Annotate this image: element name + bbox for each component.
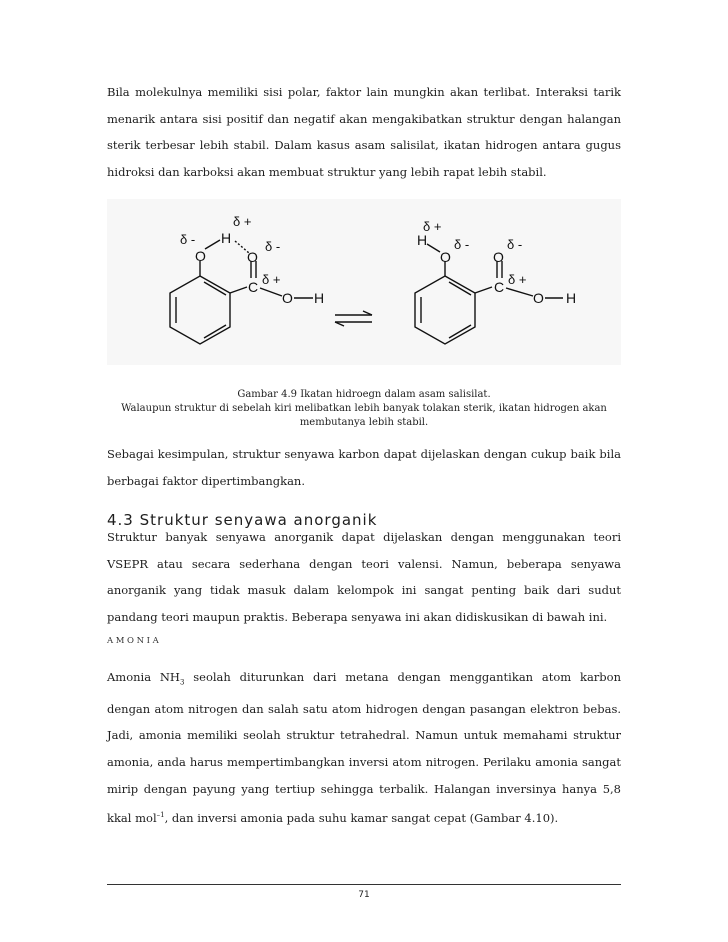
right-hydrogen-label: H bbox=[417, 232, 428, 248]
right-acid-hydrogen: H bbox=[566, 290, 577, 306]
left-acid-hydrogen: H bbox=[314, 290, 325, 306]
figure-caption-body: Walaupun struktur di sebelah kiri melibatkan lebih banyak tolakan sterik, ikatan hidrogen akan membutanya lebih stabil. bbox=[121, 403, 607, 428]
right-c-o-single-bond bbox=[506, 288, 533, 296]
right-delta-plus-h: δ + bbox=[423, 219, 442, 234]
subheading-amonia: AMONIA bbox=[107, 636, 162, 646]
mol-superscript: –1 bbox=[156, 811, 165, 820]
left-carbonyl-oxygen: O bbox=[247, 249, 258, 265]
amonia-text-part-2: seolah diturunkan dari metana dengan menggantikan atom karbon dengan atom nitrogen dan salah satu atom hidrogen dengan pasangan elektron bebas. Jadi, amonia memiliki seolah struktur tetrahedral. Namun untuk memahami struktur amonia, anda harus mempertimbangkan inversi atom nitrogen. Perilaku amonia sangat mirip dengan payung yang tertiup sehingga terbalik. Halangan inversinya hanya 5,8 kkal mol bbox=[107, 670, 621, 826]
paragraph-salicylic-intro: Bila molekulnya memiliki sisi polar, faktor lain mungkin akan terlibat. Interaksi tarik menarik antara sisi positif dan negatif akan mengakibatkan struktur dengan halangan sterik terbesar lebih stabil. Dalam kasus asam salisilat, ikatan hidrogen antara gugus hidroksi dan karboksi akan membuat struktur yang lebih rapat lebih stabil. bbox=[107, 85, 621, 179]
left-benzene-ring bbox=[170, 276, 230, 344]
left-ring-carboxyl-bond bbox=[230, 287, 247, 293]
left-delta-minus-oh: δ - bbox=[180, 232, 196, 247]
right-delta-minus-carbonyl: δ - bbox=[507, 237, 523, 252]
amonia-text-part-1: Amonia NH bbox=[107, 670, 180, 684]
left-o-h-bond bbox=[205, 240, 220, 249]
paragraph-inorganic-intro: Struktur banyak senyawa anorganik dapat dijelaskan dengan menggunakan teori VSEPR atau secara sederhana dengan teori valensi. Namun, beberapa senyawa anorganik yang tidak masuk dalam kelompok ini sangat penting baik dari sudut pandang teori maupun praktis. Beberapa senyawa ini akan didiskusikan di bawah ini. bbox=[107, 530, 621, 624]
right-benzene-ring bbox=[415, 276, 475, 344]
amonia-text-part-3: , dan inversi amonia pada suhu kamar sangat cepat (Gambar 4.10). bbox=[164, 811, 559, 826]
left-oxygen-label: O bbox=[282, 290, 293, 306]
right-ring-carboxyl-bond bbox=[475, 287, 492, 293]
right-oxygen-label: O bbox=[533, 290, 544, 306]
figure-caption-title: Gambar 4.9 Ikatan hidroegn dalam asam salisilat. bbox=[237, 389, 491, 400]
right-hydroxyl-oxygen: O bbox=[440, 249, 451, 265]
nh3-subscript: 3 bbox=[179, 678, 185, 687]
salicylic-acid-hydrogen-bond-figure bbox=[107, 199, 621, 365]
paragraph-amonia bbox=[107, 664, 621, 832]
right-delta-plus-carbon: δ + bbox=[508, 272, 527, 287]
right-carbon-label: C bbox=[494, 279, 505, 295]
footer-divider bbox=[107, 884, 621, 885]
left-hydrogen-label: H bbox=[221, 230, 232, 246]
left-delta-plus-h: δ + bbox=[233, 214, 252, 229]
left-hydroxyl-oxygen: O bbox=[195, 248, 206, 264]
right-delta-minus-oh: δ - bbox=[454, 237, 470, 252]
left-carbon-label: C bbox=[248, 279, 259, 295]
left-c-o-single-bond bbox=[260, 288, 282, 296]
left-delta-minus-carbonyl: δ - bbox=[265, 239, 281, 254]
right-carbonyl-oxygen: O bbox=[493, 249, 504, 265]
right-o-h-bond bbox=[427, 244, 440, 252]
section-heading: 4.3 Struktur senyawa anorganik bbox=[107, 511, 378, 529]
salicylic-acid-structures-diagram bbox=[107, 199, 621, 365]
paragraph-conclusion: Sebagai kesimpulan, struktur senyawa karbon dapat dijelaskan dengan cukup baik bila berbagai faktor dipertimbangkan. bbox=[107, 447, 621, 488]
left-delta-plus-carbon: δ + bbox=[262, 272, 281, 287]
page-number: 71 bbox=[358, 890, 370, 900]
